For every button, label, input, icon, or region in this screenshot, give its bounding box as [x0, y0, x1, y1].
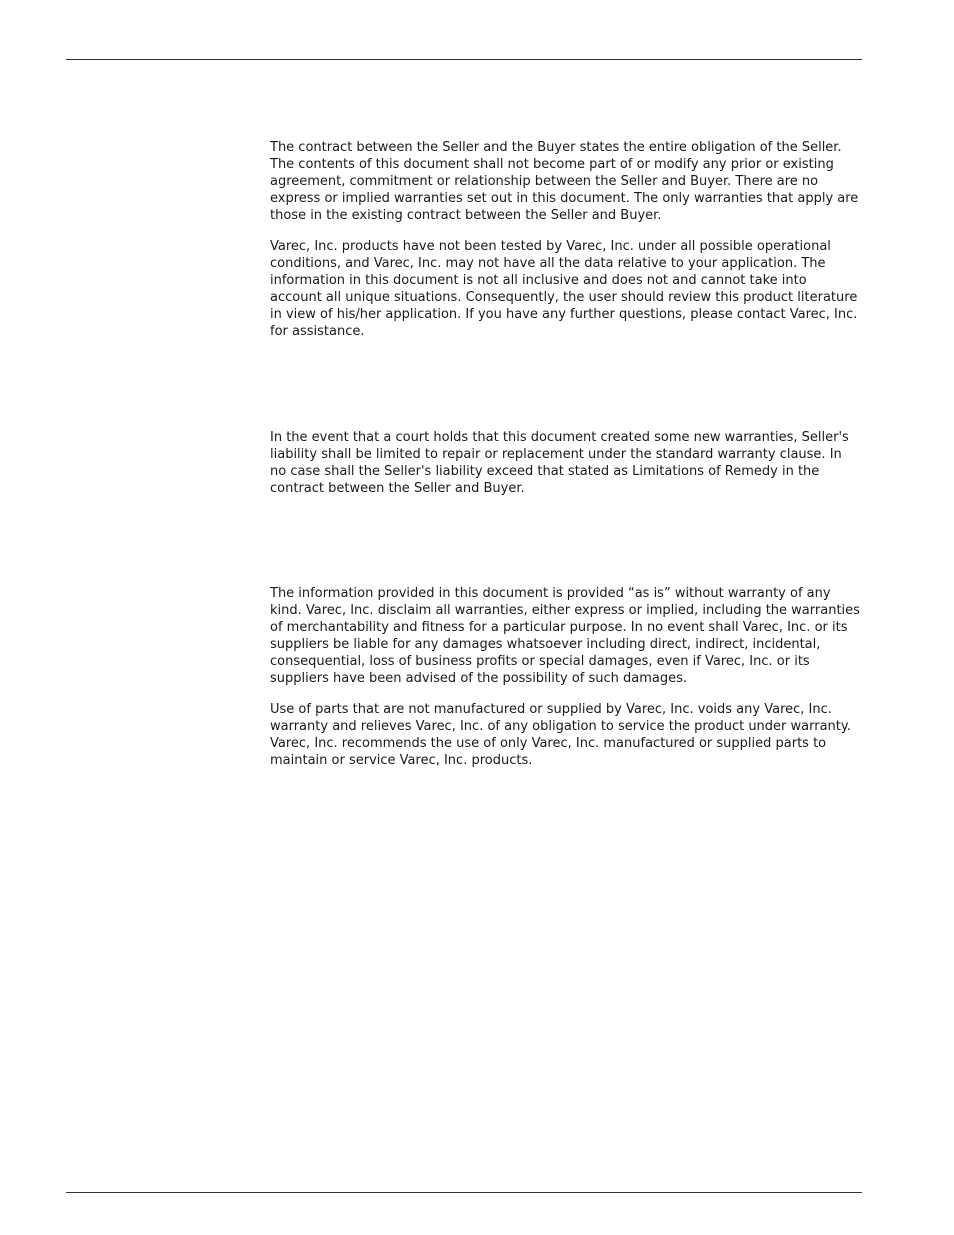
- contract-obligation-paragraph: The contract between the Seller and the Buyer states the entire obligation of the Seller. The contents of this document shall not become part of or modify any prior or existing agreement, commitment or relationship between the Seller and Buyer. There are no express or implied warranties set out in this document. The only warranties that apply are those in the existing contract between the Seller and Buyer.: [270, 140, 859, 223]
- testing-disclaimer-paragraph: Varec, Inc. products have not been tested by Varec, Inc. under all possible operational conditions, and Varec, Inc. may not have all the data relative to your application. The information in this document is not all inclusive and does not and cannot take into account all unique situations. Consequently, the user should review this product literature in view of his/her application. If you have any further questions, please contact Varec, Inc. for assistance.: [270, 239, 858, 339]
- contract-obligation-section: [270, 139, 862, 340]
- parts-warranty-paragraph: Use of parts that are not manufactured or supplied by Varec, Inc. voids any Varec, Inc. warranty and relieves Varec, Inc. of any obligation to service the product under warranty. Varec, Inc. recommends the use of only Varec, Inc. manufactured or supplied parts to maintain or service Varec, Inc. products.: [270, 702, 851, 768]
- liability-limitation-paragraph: In the event that a court holds that this document created some new warranties, Seller's liability shall be limited to repair or replacement under the standard warranty clause. In no case shall the Seller's liability exceed that stated as Limitations of Remedy in the contract between the Seller and Buyer.: [270, 430, 849, 496]
- warranty-disclaimer-section: [270, 585, 862, 769]
- as-is-disclaimer-paragraph: The information provided in this document is provided “as is” without warranty of any kind. Varec, Inc. disclaim all warranties, either express or implied, including the warranties of merchantability and fitness for a particular purpose. In no event shall Varec, Inc. or its suppliers be liable for any damages whatsoever including direct, indirect, incidental, consequential, loss of business profits or special damages, even if Varec, Inc. or its suppliers have been advised of the possibility of such damages.: [270, 586, 860, 686]
- liability-limitation-section: [270, 429, 862, 497]
- footer-rule: [66, 1192, 862, 1193]
- header-rule: [66, 59, 862, 60]
